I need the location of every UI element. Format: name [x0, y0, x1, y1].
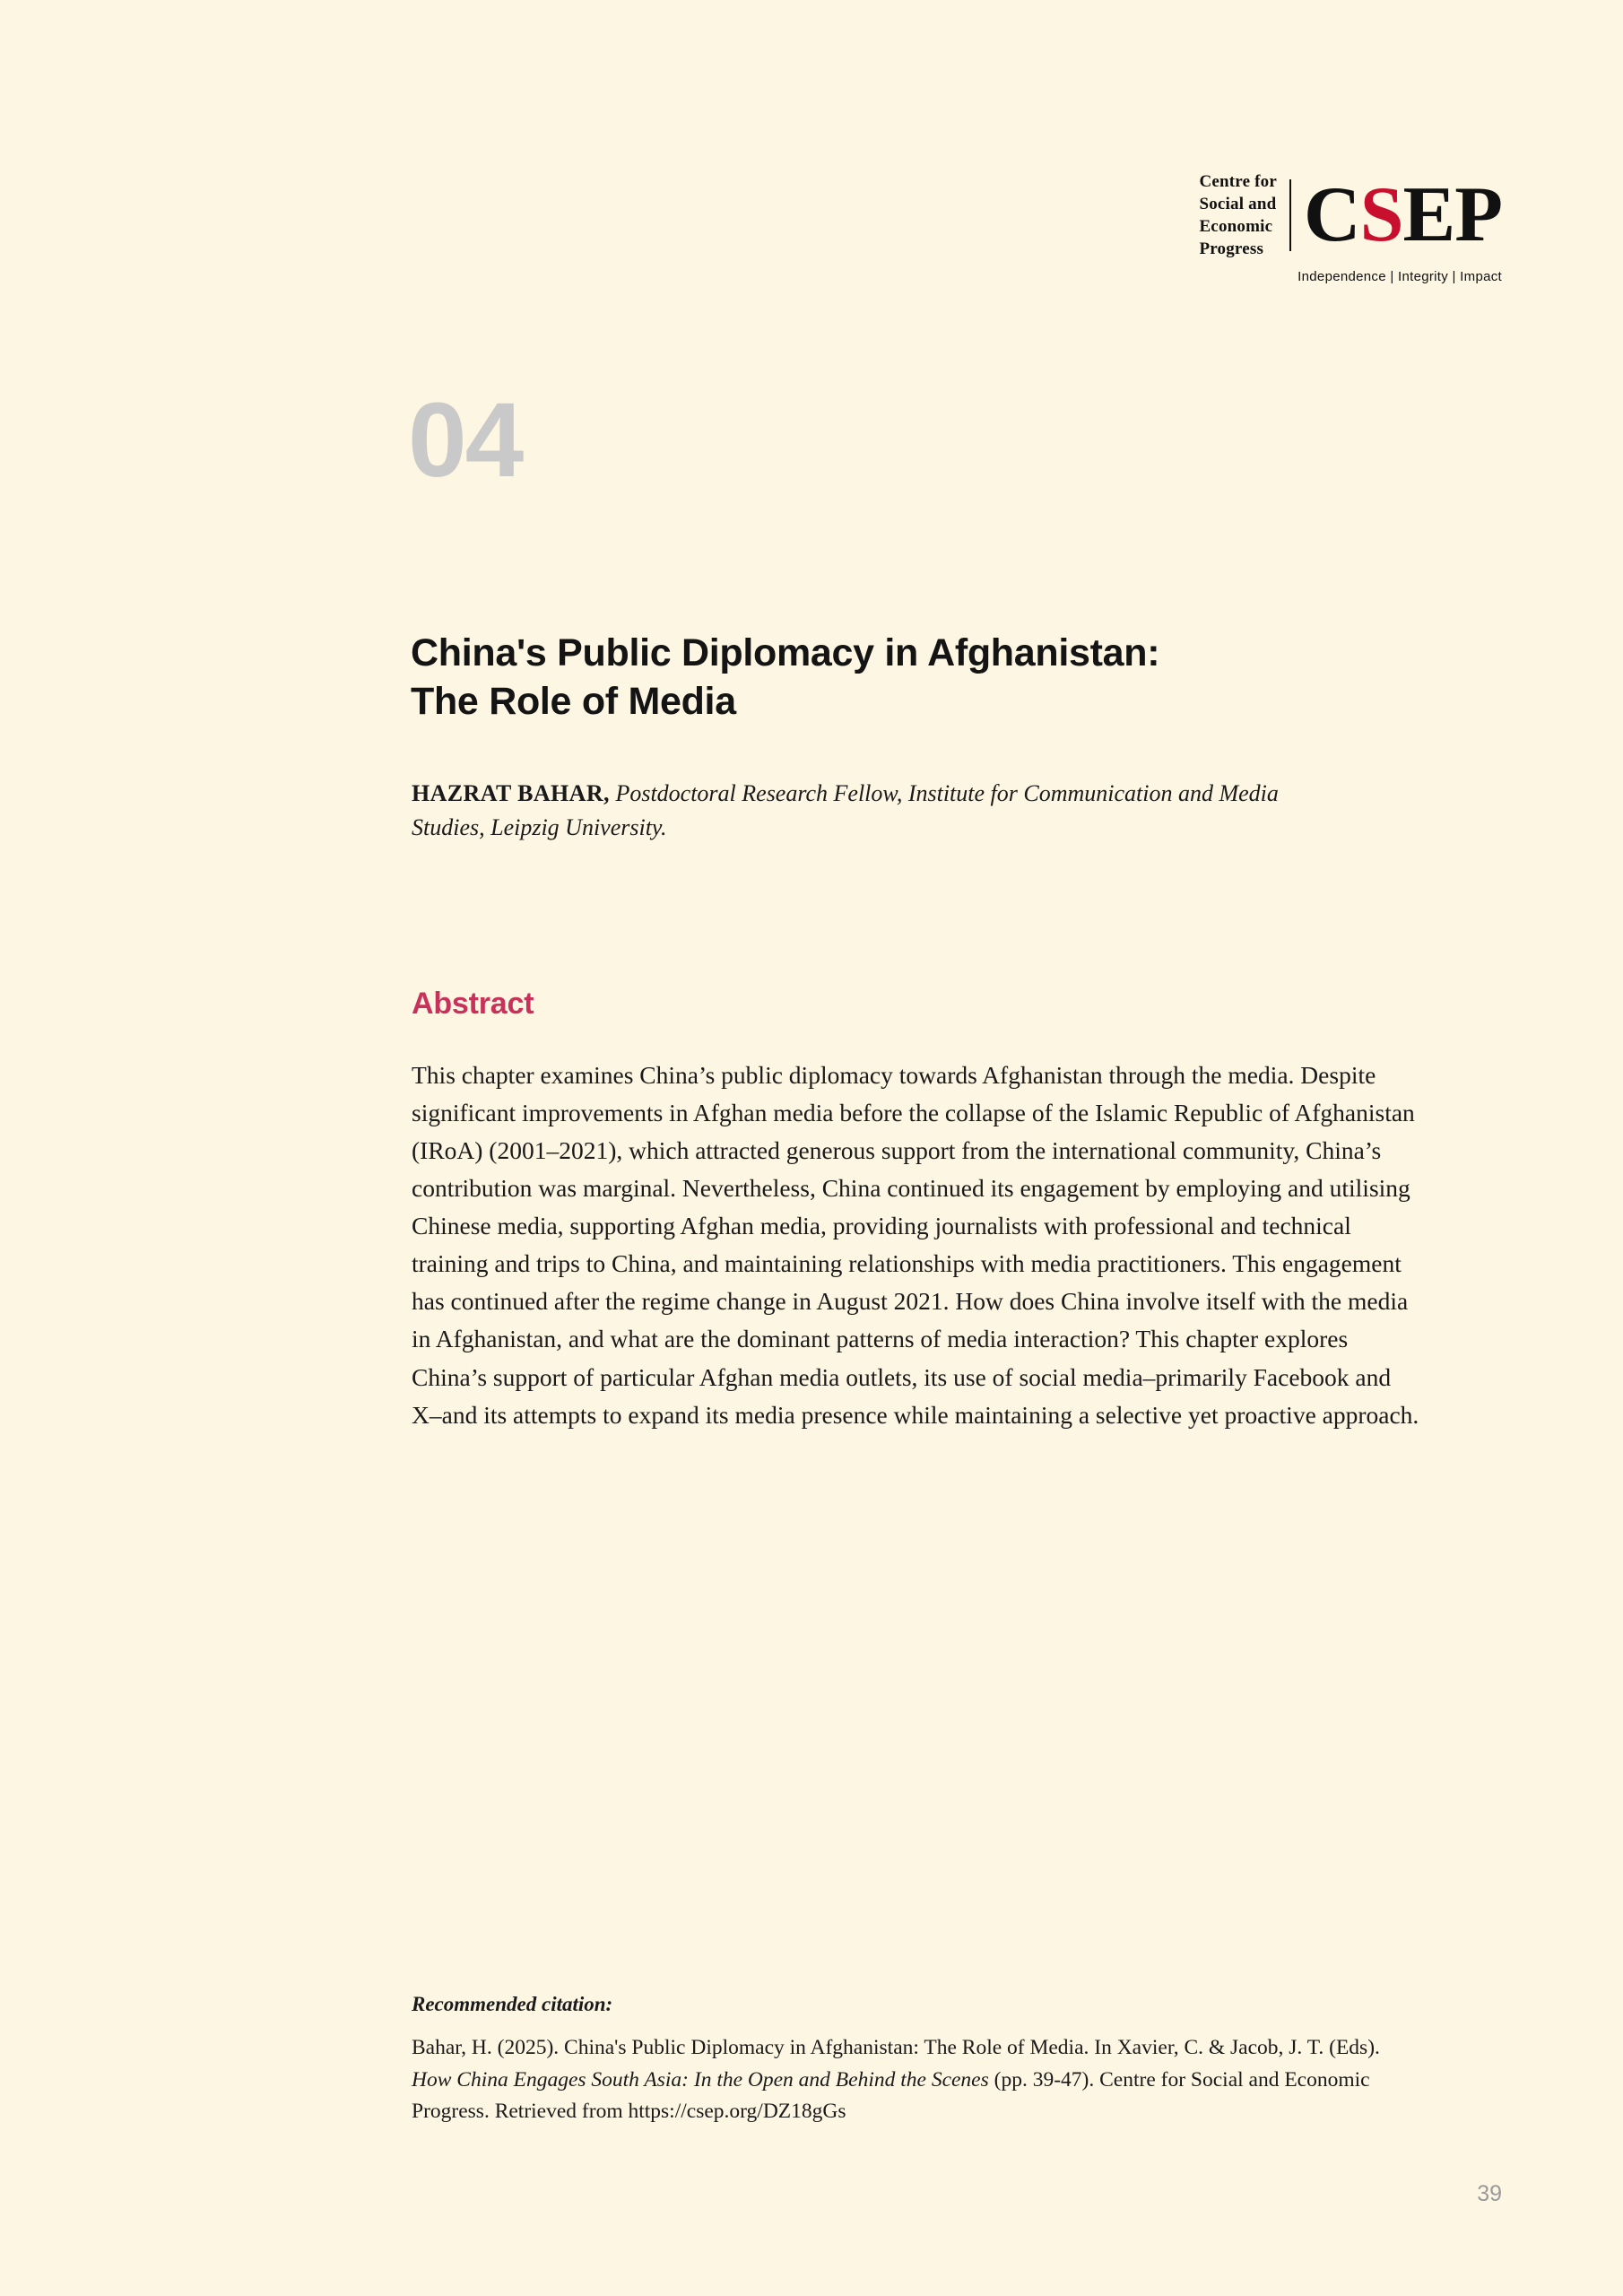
logo-wordmark	[1199, 170, 1289, 260]
citation-part-2: (pp. 39-47). Centre for Social and Economic Progress. Retrieved from https://csep.org/DZ18gGs	[412, 2067, 1370, 2124]
logo-word-line-4: Progress	[1199, 239, 1264, 259]
logo-acronym	[1304, 170, 1502, 258]
author-byline	[412, 777, 1322, 844]
citation-body	[412, 2032, 1425, 2128]
citation-part-1: Bahar, H. (2025). China's Public Diplomacy in Afghanistan: The Role of Media. In Xavier, C. & Jacob, J. T. (Eds).	[412, 2036, 1380, 2059]
logo-word-line-3: Economic	[1199, 217, 1273, 237]
author-name: HAZRAT BAHAR,	[412, 780, 610, 806]
author-affiliation: Postdoctoral Research Fellow, Institute for Communication and Media Studies, Leipzig University.	[412, 780, 1279, 840]
chapter-title-line-1: China's Public Diplomacy in Afghanistan:	[411, 631, 1160, 674]
abstract-body: This chapter examines China’s public diplomacy towards Afghanistan through the media. Despite significant improvements in Afghan media before the collapse of the Islamic Republic of Afghanistan (IRoA) (2001–2021), which attracted generous support from the international community, China’s contribution was marginal. Nevertheless, China continued its engagement by employing and utilising Chinese media, supporting Afghan media, providing journalists with professional and technical training and trips to China, and maintaining relationships with media practitioners. This engagement has continued after the regime change in August 2021. How does China involve itself with the media in Afghanistan, and what are the dominant patterns of media interaction? This chapter explores China’s support of particular Afghan media outlets, its use of social media–primarily Facebook and X–and its attempts to expand its media presence while maintaining a selective yet proactive approach.	[412, 1061, 1419, 1429]
page-number: 39	[1477, 2181, 1502, 2206]
logo-letters-ep: EP	[1402, 170, 1502, 258]
logo-letter-s: S	[1359, 170, 1403, 258]
abstract-heading: Abstract	[412, 987, 534, 1021]
citation-book-title: How China Engages South Asia: In the Open and Behind the Scenes	[412, 2067, 989, 2092]
csep-logo	[1199, 170, 1502, 284]
chapter-title-line-2: The Role of Media	[411, 679, 736, 723]
logo-word-line-2: Social and	[1199, 195, 1277, 214]
page-title	[411, 629, 1343, 726]
logo-word-line-1: Centre for	[1199, 172, 1278, 191]
logo-row	[1199, 170, 1502, 260]
chapter-number: 04	[408, 381, 523, 500]
logo-letter-c: C	[1304, 170, 1360, 258]
logo-tagline: Independence | Integrity | Impact	[1298, 269, 1502, 285]
logo-divider	[1289, 179, 1291, 251]
citation-label: Recommended citation:	[412, 1993, 613, 2015]
